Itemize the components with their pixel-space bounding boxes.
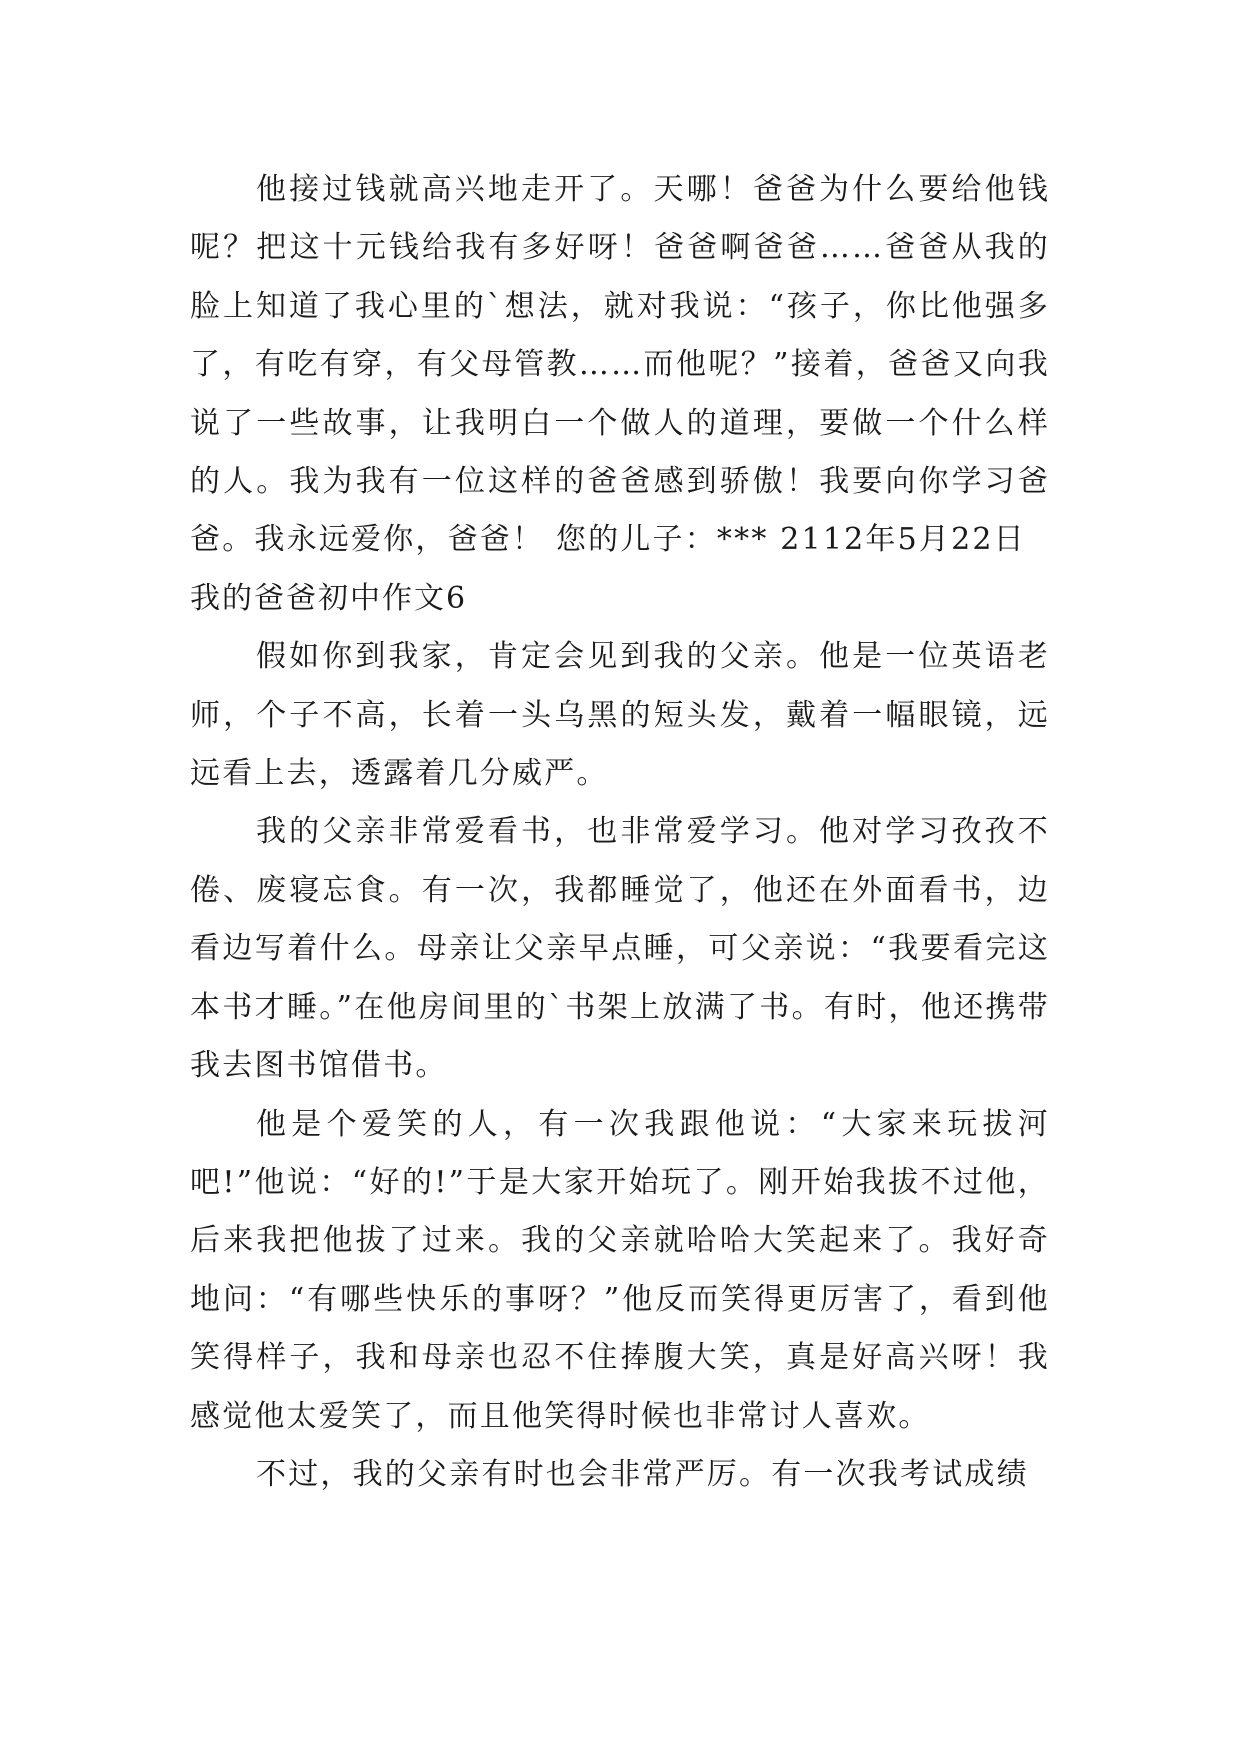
essay-heading: 我的爸爸初中作文6 [190, 580, 468, 616]
paragraph-father-reading: 我的父亲非常爱看书，也非常爱学习。他对学习孜孜不倦、废寝忘食。有一次，我都睡觉了，他还在外面看书，边看边写着什么。母亲让父亲早点睡，可父亲说：“我要看完这本书才睡。”在他房间里的`书架上放满了书。有时，他还携带我去图书馆借书。 [190, 814, 1050, 1084]
paragraph-father-intro: 假如你到我家，肯定会见到我的父亲。他是一位英语老师，个子不高，长着一头乌黑的短头发，戴着一幅眼镜，远远看上去，透露着几分威严。 [190, 639, 1050, 792]
paragraph-letter-ending: 他接过钱就高兴地走开了。天哪！爸爸为什么要给他钱呢？把这十元钱给我有多好呀！爸爸啊爸爸……爸爸从我的脸上知道了我心里的`想法，就对我说：“孩子，你比他强多了，有吃有穿，有父母管教……而他呢？”接着，爸爸又向我说了一些故事，让我明白一个做人的道理，要做一个什么样的人。我为我有一位这样的爸爸感到骄傲！我要向你学习爸爸。我永远爱你，爸爸！ 您的儿子：*** 2112年5月22日 [190, 172, 1050, 558]
paragraph-father-strict: 不过，我的父亲有时也会非常严厉。有一次我考试成绩 [256, 1456, 1029, 1492]
document-body [190, 161, 1050, 1504]
paragraph-father-laughing: 他是个爱笑的人，有一次我跟他说：“大家来玩拔河吧!”他说：“好的!”于是大家开始玩了。刚开始我拔不过他，后来我把他拔了过来。我的父亲就哈哈大笑起来了。我好奇地问：“有哪些快乐的事呀？”他反而笑得更厉害了，看到他笑得样子，我和母亲也忍不住捧腹大笑，真是好高兴呀！我感觉他太爱笑了，而且他笑得时候也非常讨人喜欢。 [190, 1106, 1050, 1434]
